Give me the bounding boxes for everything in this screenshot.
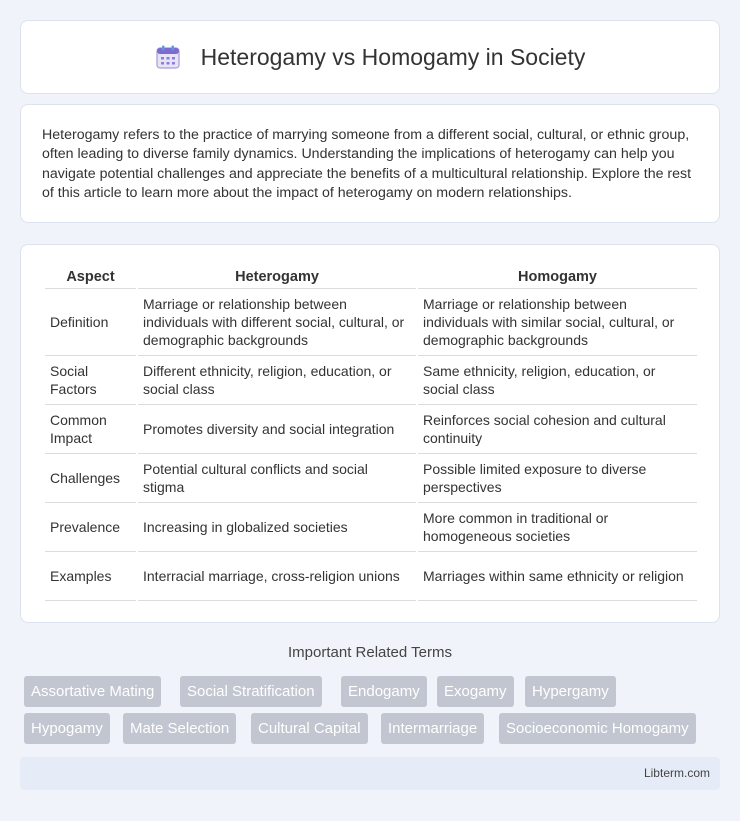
cell-aspect: Definition xyxy=(45,289,136,356)
tag-assortative-mating[interactable]: Assortative Mating xyxy=(24,676,161,707)
cell-homogamy: Same ethnicity, religion, education, or social class xyxy=(418,356,697,405)
cell-homogamy: Reinforces social cohesion and cultural continuity xyxy=(418,405,697,454)
tag-socioeconomic-homogamy[interactable]: Socioeconomic Homogamy xyxy=(499,713,696,744)
tag-mate-selection[interactable]: Mate Selection xyxy=(123,713,236,744)
table-row xyxy=(45,552,697,601)
table-header-row xyxy=(45,266,697,289)
related-terms-title: Important Related Terms xyxy=(288,644,452,661)
calendar-icon xyxy=(155,44,181,70)
cell-aspect: Challenges xyxy=(45,454,136,503)
cell-aspect: Examples xyxy=(45,552,136,601)
comparison-table xyxy=(43,266,699,601)
table-row xyxy=(45,405,697,454)
cell-heterogamy: Different ethnicity, religion, education, or social class xyxy=(138,356,416,405)
tag-social-stratification[interactable]: Social Stratification xyxy=(180,676,322,707)
cell-aspect: Social Factors xyxy=(45,356,136,405)
header-heterogamy: Heterogamy xyxy=(138,266,416,289)
cell-heterogamy: Potential cultural conflicts and social stigma xyxy=(138,454,416,503)
table-row xyxy=(45,503,697,552)
cell-aspect: Common Impact xyxy=(45,405,136,454)
tag-hypogamy[interactable]: Hypogamy xyxy=(24,713,110,744)
cell-homogamy: Marriages within same ethnicity or religion xyxy=(418,552,697,601)
title-card xyxy=(20,20,720,94)
header-aspect: Aspect xyxy=(45,266,136,289)
cell-heterogamy: Increasing in globalized societies xyxy=(138,503,416,552)
page-title: Heterogamy vs Homogamy in Society xyxy=(200,43,586,70)
tag-cultural-capital[interactable]: Cultural Capital xyxy=(251,713,368,744)
header-homogamy: Homogamy xyxy=(418,266,697,289)
tag-hypergamy[interactable]: Hypergamy xyxy=(525,676,616,707)
cell-heterogamy: Promotes diversity and social integration xyxy=(138,405,416,454)
cell-aspect: Prevalence xyxy=(45,503,136,552)
table-row xyxy=(45,454,697,503)
intro-text: Heterogamy refers to the practice of marrying someone from a different social, cultural, or ethnic group, often leading to diverse family dynamics. Understanding the implications of heterogamy can help you navigate potential challenges and appreciate the benefits of a multicultural relationship. Explore the rest of this article to learn more about the impact of heterogamy on modern relationships. xyxy=(42,127,692,202)
table-row xyxy=(45,289,697,356)
cell-heterogamy: Marriage or relationship between individuals with different social, cultural, or demographic backgrounds xyxy=(138,289,416,356)
cell-homogamy: Possible limited exposure to diverse perspectives xyxy=(418,454,697,503)
tag-endogamy[interactable]: Endogamy xyxy=(341,676,427,707)
tag-intermarriage[interactable]: Intermarriage xyxy=(381,713,484,744)
tag-exogamy[interactable]: Exogamy xyxy=(437,676,514,707)
table-row xyxy=(45,356,697,405)
footer xyxy=(20,757,720,790)
intro-card xyxy=(20,104,720,223)
cell-heterogamy: Interracial marriage, cross-religion unions xyxy=(138,552,416,601)
cell-homogamy: More common in traditional or homogeneous societies xyxy=(418,503,697,552)
comparison-table-card xyxy=(20,244,720,623)
cell-homogamy: Marriage or relationship between individuals with similar social, cultural, or demographic backgrounds xyxy=(418,289,697,356)
footer-site-link[interactable]: Libterm.com xyxy=(643,766,710,780)
